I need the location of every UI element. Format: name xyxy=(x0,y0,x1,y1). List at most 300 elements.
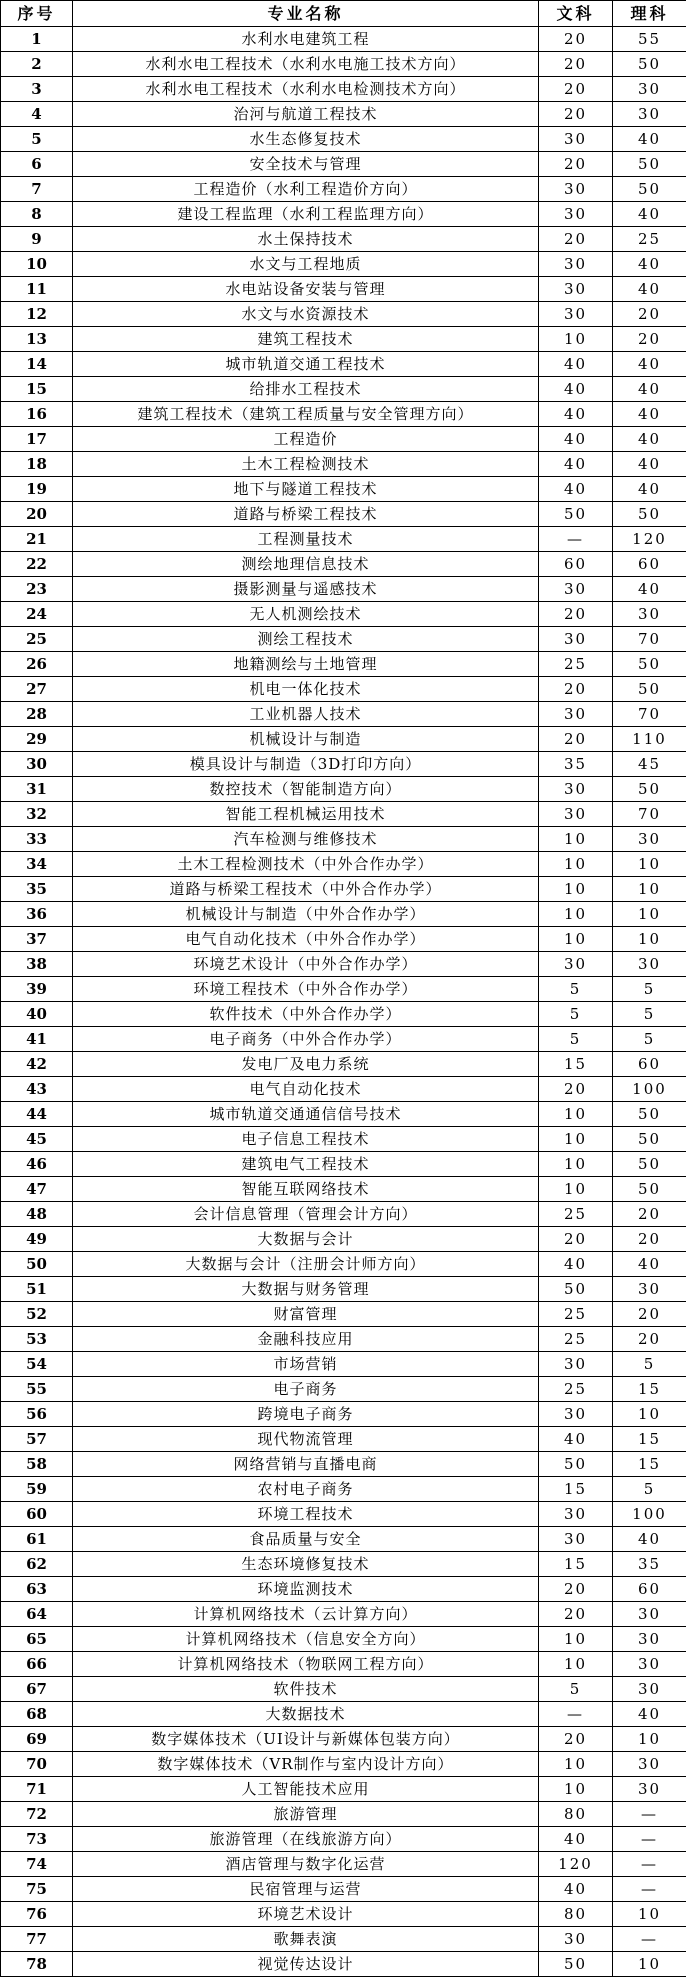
arts-quota-cell: 10 xyxy=(539,1627,613,1652)
science-quota-cell: — xyxy=(613,1877,686,1902)
major-name-cell: 电气自动化技术（中外合作办学） xyxy=(73,927,539,952)
major-name-cell: 金融科技应用 xyxy=(73,1327,539,1352)
table-row xyxy=(1,752,686,777)
arts-quota-cell: 50 xyxy=(539,502,613,527)
arts-quota-cell: 20 xyxy=(539,1077,613,1102)
table-row xyxy=(1,552,686,577)
science-quota-cell: 50 xyxy=(613,152,686,177)
arts-quota-cell: 10 xyxy=(539,852,613,877)
table-row xyxy=(1,577,686,602)
major-name-cell: 建筑工程技术 xyxy=(73,327,539,352)
major-name-cell: 环境艺术设计 xyxy=(73,1902,539,1927)
science-quota-cell: 50 xyxy=(613,677,686,702)
table-row xyxy=(1,1327,686,1352)
table-row xyxy=(1,1452,686,1477)
serial-number-cell: 61 xyxy=(1,1527,73,1552)
arts-quota-cell: 20 xyxy=(539,52,613,77)
science-quota-cell: 5 xyxy=(613,977,686,1002)
table-row xyxy=(1,1927,686,1952)
science-quota-cell: 60 xyxy=(613,1052,686,1077)
serial-number-cell: 56 xyxy=(1,1402,73,1427)
serial-number-cell: 10 xyxy=(1,252,73,277)
arts-quota-cell: 10 xyxy=(539,1152,613,1177)
science-quota-cell: 50 xyxy=(613,502,686,527)
arts-quota-cell: 30 xyxy=(539,627,613,652)
major-name-cell: 环境艺术设计（中外合作办学） xyxy=(73,952,539,977)
table-row xyxy=(1,877,686,902)
major-name-cell: 给排水工程技术 xyxy=(73,377,539,402)
science-quota-cell: — xyxy=(613,1802,686,1827)
serial-number-cell: 78 xyxy=(1,1952,73,1977)
science-quota-cell: 30 xyxy=(613,1277,686,1302)
major-name-cell: 食品质量与安全 xyxy=(73,1527,539,1552)
serial-number-cell: 26 xyxy=(1,652,73,677)
table-row xyxy=(1,1627,686,1652)
major-name-cell: 市场营销 xyxy=(73,1352,539,1377)
table-row xyxy=(1,1377,686,1402)
serial-number-cell: 21 xyxy=(1,527,73,552)
header-serial-number: 序号 xyxy=(1,1,73,27)
science-quota-cell: 10 xyxy=(613,852,686,877)
table-row xyxy=(1,252,686,277)
serial-number-cell: 68 xyxy=(1,1702,73,1727)
table-row xyxy=(1,1102,686,1127)
arts-quota-cell: 30 xyxy=(539,177,613,202)
major-name-cell: 工程测量技术 xyxy=(73,527,539,552)
science-quota-cell: 30 xyxy=(613,1677,686,1702)
arts-quota-cell: 35 xyxy=(539,752,613,777)
arts-quota-cell: 10 xyxy=(539,902,613,927)
table-row xyxy=(1,1877,686,1902)
table-row xyxy=(1,277,686,302)
table-row xyxy=(1,402,686,427)
arts-quota-cell: 40 xyxy=(539,427,613,452)
arts-quota-cell: 25 xyxy=(539,1377,613,1402)
table-row xyxy=(1,1427,686,1452)
table-row xyxy=(1,1027,686,1052)
science-quota-cell: 15 xyxy=(613,1452,686,1477)
serial-number-cell: 55 xyxy=(1,1377,73,1402)
serial-number-cell: 72 xyxy=(1,1802,73,1827)
table-row xyxy=(1,1652,686,1677)
science-quota-cell: 10 xyxy=(613,1952,686,1977)
major-name-cell: 电子商务 xyxy=(73,1377,539,1402)
arts-quota-cell: — xyxy=(539,527,613,552)
arts-quota-cell: 40 xyxy=(539,1427,613,1452)
serial-number-cell: 62 xyxy=(1,1552,73,1577)
arts-quota-cell: 30 xyxy=(539,1527,613,1552)
major-name-cell: 会计信息管理（管理会计方向） xyxy=(73,1202,539,1227)
science-quota-cell: 30 xyxy=(613,952,686,977)
arts-quota-cell: 20 xyxy=(539,727,613,752)
table-row xyxy=(1,1227,686,1252)
table-row xyxy=(1,702,686,727)
serial-number-cell: 31 xyxy=(1,777,73,802)
science-quota-cell: 100 xyxy=(613,1077,686,1102)
arts-quota-cell: 30 xyxy=(539,252,613,277)
serial-number-cell: 63 xyxy=(1,1577,73,1602)
science-quota-cell: 20 xyxy=(613,1227,686,1252)
serial-number-cell: 39 xyxy=(1,977,73,1002)
major-name-cell: 数字媒体技术（VR制作与室内设计方向） xyxy=(73,1752,539,1777)
table-row xyxy=(1,27,686,52)
arts-quota-cell: 60 xyxy=(539,552,613,577)
arts-quota-cell: 30 xyxy=(539,952,613,977)
major-name-cell: 道路与桥梁工程技术（中外合作办学） xyxy=(73,877,539,902)
table-row xyxy=(1,777,686,802)
table-row xyxy=(1,1252,686,1277)
serial-number-cell: 3 xyxy=(1,77,73,102)
arts-quota-cell: 10 xyxy=(539,1752,613,1777)
arts-quota-cell: 80 xyxy=(539,1902,613,1927)
table-row xyxy=(1,1702,686,1727)
major-name-cell: 智能互联网络技术 xyxy=(73,1177,539,1202)
serial-number-cell: 59 xyxy=(1,1477,73,1502)
table-row xyxy=(1,927,686,952)
science-quota-cell: 70 xyxy=(613,627,686,652)
major-name-cell: 计算机网络技术（物联网工程方向） xyxy=(73,1652,539,1677)
table-row xyxy=(1,377,686,402)
table-body xyxy=(1,27,686,1977)
science-quota-cell: 50 xyxy=(613,777,686,802)
serial-number-cell: 36 xyxy=(1,902,73,927)
major-name-cell: 财富管理 xyxy=(73,1302,539,1327)
major-name-cell: 机械设计与制造（中外合作办学） xyxy=(73,902,539,927)
major-name-cell: 模具设计与制造（3D打印方向） xyxy=(73,752,539,777)
major-name-cell: 地下与隧道工程技术 xyxy=(73,477,539,502)
serial-number-cell: 9 xyxy=(1,227,73,252)
science-quota-cell: 40 xyxy=(613,252,686,277)
serial-number-cell: 75 xyxy=(1,1877,73,1902)
serial-number-cell: 58 xyxy=(1,1452,73,1477)
major-name-cell: 软件技术（中外合作办学） xyxy=(73,1002,539,1027)
science-quota-cell: 55 xyxy=(613,27,686,52)
science-quota-cell: 40 xyxy=(613,277,686,302)
table-row xyxy=(1,1827,686,1852)
science-quota-cell: 30 xyxy=(613,602,686,627)
table-row xyxy=(1,602,686,627)
arts-quota-cell: 40 xyxy=(539,377,613,402)
major-name-cell: 电子商务（中外合作办学） xyxy=(73,1027,539,1052)
arts-quota-cell: 5 xyxy=(539,1677,613,1702)
table-row xyxy=(1,1277,686,1302)
serial-number-cell: 30 xyxy=(1,752,73,777)
table-row xyxy=(1,1577,686,1602)
major-name-cell: 旅游管理（在线旅游方向） xyxy=(73,1827,539,1852)
science-quota-cell: 15 xyxy=(613,1377,686,1402)
major-name-cell: 治河与航道工程技术 xyxy=(73,102,539,127)
science-quota-cell: 40 xyxy=(613,352,686,377)
science-quota-cell: 110 xyxy=(613,727,686,752)
serial-number-cell: 41 xyxy=(1,1027,73,1052)
table-row xyxy=(1,1302,686,1327)
serial-number-cell: 15 xyxy=(1,377,73,402)
major-name-cell: 土木工程检测技术 xyxy=(73,452,539,477)
serial-number-cell: 23 xyxy=(1,577,73,602)
serial-number-cell: 34 xyxy=(1,852,73,877)
serial-number-cell: 29 xyxy=(1,727,73,752)
science-quota-cell: 30 xyxy=(613,102,686,127)
science-quota-cell: 30 xyxy=(613,1777,686,1802)
table-row xyxy=(1,852,686,877)
serial-number-cell: 54 xyxy=(1,1352,73,1377)
major-name-cell: 城市轨道交通工程技术 xyxy=(73,352,539,377)
table-row xyxy=(1,1202,686,1227)
table-row xyxy=(1,652,686,677)
header-science-quota: 理科 xyxy=(613,1,686,27)
major-name-cell: 跨境电子商务 xyxy=(73,1402,539,1427)
major-name-cell: 软件技术 xyxy=(73,1677,539,1702)
serial-number-cell: 13 xyxy=(1,327,73,352)
table-row xyxy=(1,127,686,152)
science-quota-cell: 60 xyxy=(613,1577,686,1602)
major-name-cell: 道路与桥梁工程技术 xyxy=(73,502,539,527)
science-quota-cell: 10 xyxy=(613,927,686,952)
arts-quota-cell: 15 xyxy=(539,1477,613,1502)
serial-number-cell: 50 xyxy=(1,1252,73,1277)
table-row xyxy=(1,1902,686,1927)
science-quota-cell: 50 xyxy=(613,1177,686,1202)
table-row xyxy=(1,77,686,102)
science-quota-cell: 40 xyxy=(613,427,686,452)
serial-number-cell: 32 xyxy=(1,802,73,827)
serial-number-cell: 43 xyxy=(1,1077,73,1102)
arts-quota-cell: 20 xyxy=(539,1602,613,1627)
serial-number-cell: 53 xyxy=(1,1327,73,1352)
header-major-name: 专业名称 xyxy=(73,1,539,27)
table-row xyxy=(1,1952,686,1977)
science-quota-cell: 35 xyxy=(613,1552,686,1577)
science-quota-cell: 20 xyxy=(613,1202,686,1227)
arts-quota-cell: 80 xyxy=(539,1802,613,1827)
arts-quota-cell: 40 xyxy=(539,352,613,377)
serial-number-cell: 70 xyxy=(1,1752,73,1777)
serial-number-cell: 28 xyxy=(1,702,73,727)
table-row xyxy=(1,452,686,477)
table-row xyxy=(1,1002,686,1027)
major-name-cell: 机电一体化技术 xyxy=(73,677,539,702)
science-quota-cell: 40 xyxy=(613,127,686,152)
major-name-cell: 计算机网络技术（信息安全方向） xyxy=(73,1627,539,1652)
major-name-cell: 农村电子商务 xyxy=(73,1477,539,1502)
serial-number-cell: 52 xyxy=(1,1302,73,1327)
table-row xyxy=(1,1352,686,1377)
serial-number-cell: 18 xyxy=(1,452,73,477)
serial-number-cell: 48 xyxy=(1,1202,73,1227)
serial-number-cell: 6 xyxy=(1,152,73,177)
arts-quota-cell: 20 xyxy=(539,1727,613,1752)
arts-quota-cell: 5 xyxy=(539,977,613,1002)
arts-quota-cell: 40 xyxy=(539,1877,613,1902)
arts-quota-cell: 20 xyxy=(539,77,613,102)
serial-number-cell: 69 xyxy=(1,1727,73,1752)
serial-number-cell: 47 xyxy=(1,1177,73,1202)
major-name-cell: 环境工程技术 xyxy=(73,1502,539,1527)
arts-quota-cell: 15 xyxy=(539,1052,613,1077)
arts-quota-cell: 20 xyxy=(539,152,613,177)
table-row xyxy=(1,177,686,202)
serial-number-cell: 25 xyxy=(1,627,73,652)
major-name-cell: 地籍测绘与土地管理 xyxy=(73,652,539,677)
arts-quota-cell: 20 xyxy=(539,1577,613,1602)
serial-number-cell: 20 xyxy=(1,502,73,527)
table-row xyxy=(1,502,686,527)
serial-number-cell: 5 xyxy=(1,127,73,152)
science-quota-cell: 40 xyxy=(613,402,686,427)
science-quota-cell: 40 xyxy=(613,1252,686,1277)
arts-quota-cell: 30 xyxy=(539,1402,613,1427)
science-quota-cell: 50 xyxy=(613,652,686,677)
arts-quota-cell: — xyxy=(539,1702,613,1727)
major-name-cell: 计算机网络技术（云计算方向） xyxy=(73,1602,539,1627)
table-row xyxy=(1,1177,686,1202)
arts-quota-cell: 10 xyxy=(539,877,613,902)
science-quota-cell: 45 xyxy=(613,752,686,777)
serial-number-cell: 57 xyxy=(1,1427,73,1452)
major-name-cell: 水利水电工程技术（水利水电检测技术方向） xyxy=(73,77,539,102)
serial-number-cell: 2 xyxy=(1,52,73,77)
arts-quota-cell: 30 xyxy=(539,302,613,327)
arts-quota-cell: 40 xyxy=(539,452,613,477)
major-name-cell: 工程造价（水利工程造价方向） xyxy=(73,177,539,202)
arts-quota-cell: 30 xyxy=(539,1927,613,1952)
table-row xyxy=(1,102,686,127)
science-quota-cell: 5 xyxy=(613,1027,686,1052)
table-row xyxy=(1,1502,686,1527)
major-name-cell: 环境工程技术（中外合作办学） xyxy=(73,977,539,1002)
major-name-cell: 民宿管理与运营 xyxy=(73,1877,539,1902)
serial-number-cell: 8 xyxy=(1,202,73,227)
serial-number-cell: 11 xyxy=(1,277,73,302)
table-row xyxy=(1,1527,686,1552)
major-name-cell: 酒店管理与数字化运营 xyxy=(73,1852,539,1877)
science-quota-cell: 50 xyxy=(613,1152,686,1177)
serial-number-cell: 73 xyxy=(1,1827,73,1852)
arts-quota-cell: 20 xyxy=(539,102,613,127)
science-quota-cell: 20 xyxy=(613,327,686,352)
table-row xyxy=(1,152,686,177)
major-name-cell: 数字媒体技术（UI设计与新媒体包装方向） xyxy=(73,1727,539,1752)
header-row xyxy=(1,1,686,27)
arts-quota-cell: 25 xyxy=(539,1327,613,1352)
major-name-cell: 建设工程监理（水利工程监理方向） xyxy=(73,202,539,227)
serial-number-cell: 24 xyxy=(1,602,73,627)
serial-number-cell: 60 xyxy=(1,1502,73,1527)
science-quota-cell: 15 xyxy=(613,1427,686,1452)
arts-quota-cell: 5 xyxy=(539,1002,613,1027)
science-quota-cell: 30 xyxy=(613,1652,686,1677)
science-quota-cell: 20 xyxy=(613,1302,686,1327)
serial-number-cell: 19 xyxy=(1,477,73,502)
science-quota-cell: 70 xyxy=(613,802,686,827)
major-name-cell: 工程造价 xyxy=(73,427,539,452)
arts-quota-cell: 30 xyxy=(539,277,613,302)
science-quota-cell: 5 xyxy=(613,1477,686,1502)
arts-quota-cell: 50 xyxy=(539,1952,613,1977)
major-name-cell: 建筑工程技术（建筑工程质量与安全管理方向） xyxy=(73,402,539,427)
arts-quota-cell: 40 xyxy=(539,1827,613,1852)
major-name-cell: 视觉传达设计 xyxy=(73,1952,539,1977)
serial-number-cell: 51 xyxy=(1,1277,73,1302)
science-quota-cell: 30 xyxy=(613,1627,686,1652)
serial-number-cell: 27 xyxy=(1,677,73,702)
science-quota-cell: 5 xyxy=(613,1352,686,1377)
science-quota-cell: 60 xyxy=(613,552,686,577)
arts-quota-cell: 40 xyxy=(539,477,613,502)
serial-number-cell: 74 xyxy=(1,1852,73,1877)
table-row xyxy=(1,1152,686,1177)
serial-number-cell: 76 xyxy=(1,1902,73,1927)
table-row xyxy=(1,1602,686,1627)
major-name-cell: 水生态修复技术 xyxy=(73,127,539,152)
major-name-cell: 汽车检测与维修技术 xyxy=(73,827,539,852)
table-row xyxy=(1,1677,686,1702)
science-quota-cell: 50 xyxy=(613,1127,686,1152)
major-name-cell: 安全技术与管理 xyxy=(73,152,539,177)
arts-quota-cell: 10 xyxy=(539,1652,613,1677)
major-name-cell: 大数据技术 xyxy=(73,1702,539,1727)
table-row xyxy=(1,202,686,227)
science-quota-cell: 120 xyxy=(613,527,686,552)
serial-number-cell: 22 xyxy=(1,552,73,577)
arts-quota-cell: 10 xyxy=(539,1102,613,1127)
major-name-cell: 摄影测量与遥感技术 xyxy=(73,577,539,602)
major-name-cell: 大数据与财务管理 xyxy=(73,1277,539,1302)
arts-quota-cell: 20 xyxy=(539,227,613,252)
arts-quota-cell: 20 xyxy=(539,602,613,627)
table-row xyxy=(1,977,686,1002)
science-quota-cell: 50 xyxy=(613,177,686,202)
arts-quota-cell: 30 xyxy=(539,127,613,152)
arts-quota-cell: 30 xyxy=(539,1502,613,1527)
arts-quota-cell: 30 xyxy=(539,202,613,227)
serial-number-cell: 4 xyxy=(1,102,73,127)
table-row xyxy=(1,477,686,502)
table-row xyxy=(1,827,686,852)
table-row xyxy=(1,1477,686,1502)
serial-number-cell: 42 xyxy=(1,1052,73,1077)
major-name-cell: 大数据与会计（注册会计师方向） xyxy=(73,1252,539,1277)
major-name-cell: 智能工程机械运用技术 xyxy=(73,802,539,827)
header-arts-quota: 文科 xyxy=(539,1,613,27)
major-name-cell: 水电站设备安装与管理 xyxy=(73,277,539,302)
major-name-cell: 环境监测技术 xyxy=(73,1577,539,1602)
major-name-cell: 水文与水资源技术 xyxy=(73,302,539,327)
arts-quota-cell: 5 xyxy=(539,1027,613,1052)
serial-number-cell: 45 xyxy=(1,1127,73,1152)
serial-number-cell: 40 xyxy=(1,1002,73,1027)
serial-number-cell: 66 xyxy=(1,1652,73,1677)
science-quota-cell: 100 xyxy=(613,1502,686,1527)
major-name-cell: 旅游管理 xyxy=(73,1802,539,1827)
arts-quota-cell: 10 xyxy=(539,1777,613,1802)
serial-number-cell: 77 xyxy=(1,1927,73,1952)
arts-quota-cell: 20 xyxy=(539,677,613,702)
serial-number-cell: 35 xyxy=(1,877,73,902)
table-row xyxy=(1,1777,686,1802)
major-name-cell: 歌舞表演 xyxy=(73,1927,539,1952)
science-quota-cell: 20 xyxy=(613,302,686,327)
science-quota-cell: 30 xyxy=(613,77,686,102)
table-row xyxy=(1,627,686,652)
serial-number-cell: 64 xyxy=(1,1602,73,1627)
science-quota-cell: 40 xyxy=(613,377,686,402)
major-name-cell: 工业机器人技术 xyxy=(73,702,539,727)
arts-quota-cell: 20 xyxy=(539,27,613,52)
science-quota-cell: 5 xyxy=(613,1002,686,1027)
major-name-cell: 现代物流管理 xyxy=(73,1427,539,1452)
table-row xyxy=(1,1752,686,1777)
